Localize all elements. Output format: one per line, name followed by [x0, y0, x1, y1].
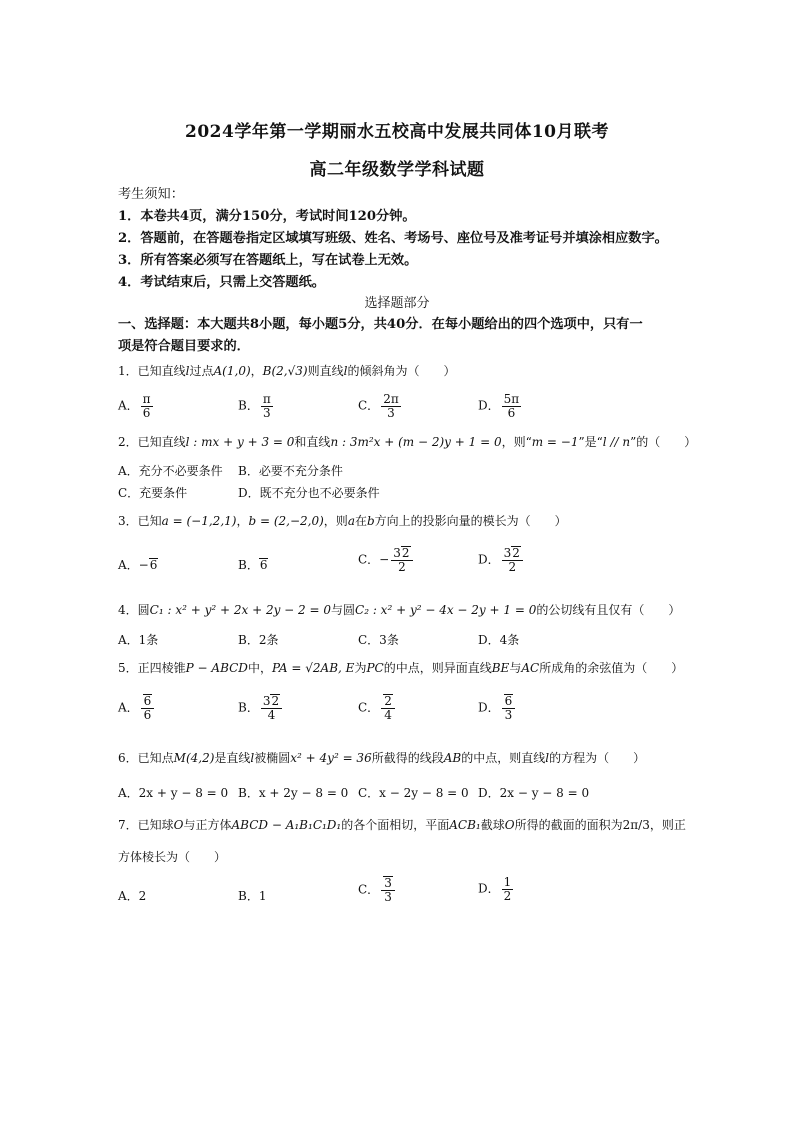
- q6-option-c: C．x − 2y − 8 = 0: [358, 786, 469, 800]
- q7-option-a: A．2: [118, 889, 147, 903]
- q3-option-d: D． $\frac{32}{2}$: [478, 546, 525, 574]
- exam-title: 2024学年第一学期丽水五校高中发展共同体10月联考: [185, 122, 609, 142]
- question-3-stem: 3．已知a = (−1,2,1)，b = (2,−2,0)，则a在b方向上的投影向量的模长为（ ）: [118, 514, 567, 528]
- notice-item-1: 1．本卷共4页，满分150分，考试时间120分钟。: [118, 209, 416, 224]
- q7-option-c: C． $\frac{3}{3}$: [358, 876, 397, 904]
- section-instruction-line1: 一、选择题：本大题共8小题，每小题5分，共40分．在每小题给出的四个选项中，只有一: [118, 317, 643, 332]
- q2-option-c: C．充要条件: [118, 486, 188, 500]
- question-5-stem: 5．正四棱锥P − ABCD中，PA = √2AB, E为PC的中点，则异面直线BE与AC所成角的余弦值为（ ）: [118, 661, 684, 675]
- notice-item-3: 3．所有答案必须写在答题纸上，写在试卷上无效。: [118, 253, 418, 268]
- q4-option-a: A．1条: [118, 633, 159, 647]
- question-1-stem: 1．已知直线l过点A(1,0)，B(2,√3)则直线l的倾斜角为（ ）: [118, 364, 456, 378]
- q3-option-a: A．−6: [118, 558, 158, 572]
- notice-item-4: 4．考试结束后，只需上交答题纸。: [118, 275, 325, 290]
- q1-option-c: C． $\frac{2\pi}{3}$: [358, 392, 399, 420]
- q5-option-a: A． $\frac{6}{6}$: [118, 694, 156, 722]
- section-instruction-line2: 项是符合题目要求的．: [118, 339, 250, 354]
- q5-option-d: D． $\frac{6}{3}$: [478, 694, 517, 722]
- q2-option-d: D．既不充分也不必要条件: [238, 486, 380, 500]
- q3-option-c: C．− $\frac{32}{2}$: [358, 546, 415, 574]
- q4-option-c: C．3条: [358, 633, 399, 647]
- q4-option-d: D．4条: [478, 633, 520, 647]
- q6-option-a: A．2x + y − 8 = 0: [118, 786, 229, 800]
- q1-option-a: A． $\frac{\pi}{6}$: [118, 392, 151, 420]
- q3-option-b: B．6: [238, 558, 268, 572]
- exam-subtitle: 高二年级数学学科试题: [309, 160, 485, 180]
- q4-option-b: B．2条: [238, 633, 279, 647]
- q5-option-c: C． $\frac{2}{4}$: [358, 694, 397, 722]
- q5-option-b: B． $\frac{32}{4}$: [238, 694, 284, 722]
- question-6-stem: 6．已知点M(4,2)是直线l被椭圆x² + 4y² = 36所截得的线段AB的中点，则直线l的方程为（ ）: [118, 751, 646, 765]
- q1-option-d: D． $\frac{5\pi}{6}$: [478, 392, 520, 420]
- q1-option-b: B． $\frac{\pi}{3}$: [238, 392, 271, 420]
- question-4-stem: 4．圆C₁ : x² + y² + 2x + 2y − 2 = 0与圆C₂ : x² + y² − 4x − 2y + 1 = 0的公切线有且仅有（ ）: [118, 603, 681, 617]
- question-7-stem-line2: 方体棱长为（ ）: [118, 850, 227, 864]
- question-7-stem: 7．已知球O与正方体ABCD − A₁B₁C₁D₁的各个面相切，平面ACB₁截球O所得的截面的面积为2π/3，则正: [118, 818, 686, 832]
- q2-option-b: B．必要不充分条件: [238, 464, 343, 478]
- notice-item-2: 2．答题前，在答题卷指定区域填写班级、姓名、考场号、座位号及准考证号并填涂相应数字。: [118, 231, 668, 246]
- q7-option-b: B．1: [238, 889, 267, 903]
- q2-option-a: A．充分不必要条件: [118, 464, 223, 478]
- q6-option-b: B．x + 2y − 8 = 0: [238, 786, 349, 800]
- q6-option-d: D．2x − y − 8 = 0: [478, 786, 590, 800]
- q7-option-d: D． $\frac{1}{2}$: [478, 875, 512, 903]
- question-2-stem: 2．已知直线l : mx + y + 3 = 0和直线n : 3m²x + (m − 2)y + 1 = 0，则“m = −1”是“l // n”的（ ）: [118, 435, 697, 449]
- notice-heading: 考生须知：: [118, 187, 184, 202]
- part-title: 选择题部分: [364, 296, 430, 311]
